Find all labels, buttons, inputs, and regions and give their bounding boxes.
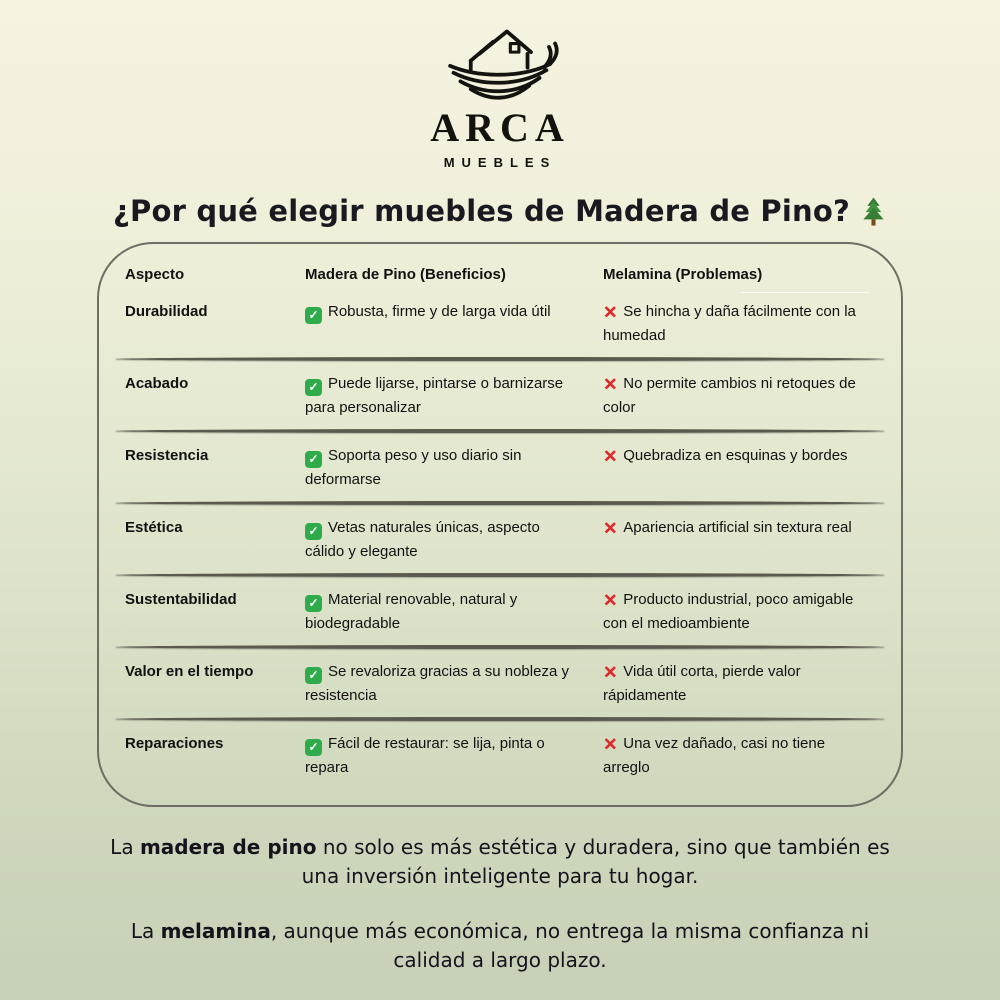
pro-cell <box>305 516 603 563</box>
cross-icon: ✕ <box>603 519 618 538</box>
con-text: Se hincha y daña fácilmente con la humedad <box>603 303 856 344</box>
pro-text: Se revaloriza gracias a su nobleza y resistencia <box>305 663 569 704</box>
aspect-label: Acabado <box>125 375 189 392</box>
pro-cell <box>305 372 603 419</box>
con-text: Apariencia artificial sin textura real <box>623 519 852 536</box>
aspect-label: Resistencia <box>125 447 209 464</box>
p2-rest: , aunque más económica, no entrega la misma confianza ni calidad a largo plazo. <box>270 919 870 972</box>
page-title-text: ¿Por qué elegir muebles de Madera de Pino? <box>112 194 851 228</box>
table-row-sustentabilidad <box>125 577 875 645</box>
pro-text: Fácil de restaurar: se lija, pinta o repara <box>305 735 545 776</box>
con-text: Producto industrial, poco amigable con el medioambiente <box>603 591 854 632</box>
comparison-table <box>97 242 903 807</box>
p1-rest: no solo es más estética y duradera, sino que también es una inversión inteligente para tu hogar. <box>301 835 890 888</box>
cross-icon: ✕ <box>603 735 618 754</box>
cross-icon: ✕ <box>603 591 618 610</box>
cross-icon: ✕ <box>603 447 618 466</box>
cross-icon: ✕ <box>603 303 618 322</box>
aspect-label: Durabilidad <box>125 303 208 320</box>
con-cell <box>603 660 875 707</box>
table-row-acabado <box>125 361 875 429</box>
cross-icon: ✕ <box>603 663 618 682</box>
brand-subtitle: MUEBLES <box>443 155 557 170</box>
pro-cell <box>305 660 603 707</box>
pro-text: Soporta peso y uso diario sin deformarse <box>305 447 522 488</box>
header-underline <box>741 292 869 293</box>
pro-text: Puede lijarse, pintarse o barnizarse para personalizar <box>305 375 564 416</box>
pro-text: Material renovable, natural y biodegradable <box>305 591 518 632</box>
table-row-valor <box>125 649 875 717</box>
check-icon: ✓ <box>305 667 322 684</box>
p2-prefix: La <box>130 919 161 943</box>
pro-cell <box>305 300 603 347</box>
column-header-melamina: Melamina (Problemas) <box>603 266 763 283</box>
column-header-aspecto: Aspecto <box>125 266 185 283</box>
conclusion-pine <box>95 833 905 891</box>
con-cell <box>603 444 875 491</box>
brand-header <box>0 0 1000 170</box>
check-icon: ✓ <box>305 739 322 756</box>
con-cell <box>603 516 875 563</box>
con-text: Vida útil corta, pierde valor rápidamente <box>603 663 801 704</box>
con-text: Quebradiza en esquinas y bordes <box>623 447 848 464</box>
pro-text: Vetas naturales únicas, aspecto cálido y elegante <box>305 519 540 560</box>
aspect-label: Reparaciones <box>125 735 224 752</box>
brand-name: ARCA <box>430 105 570 150</box>
pine-tree-icon <box>860 196 887 227</box>
aspect-label: Valor en el tiempo <box>125 663 254 680</box>
p1-prefix: La <box>110 835 140 859</box>
pro-cell <box>305 444 603 491</box>
aspect-label: Sustentabilidad <box>125 591 237 608</box>
conclusion-notes <box>0 833 1000 975</box>
con-cell <box>603 588 875 635</box>
page-title <box>0 194 1000 228</box>
check-icon: ✓ <box>305 307 322 324</box>
con-text: Una vez dañado, casi no tiene arreglo <box>603 735 826 776</box>
con-cell <box>603 300 875 347</box>
check-icon: ✓ <box>305 523 322 540</box>
table-row-estetica <box>125 505 875 573</box>
pro-cell <box>305 732 603 779</box>
check-icon: ✓ <box>305 595 322 612</box>
conclusion-melamine <box>95 917 905 975</box>
con-cell <box>603 732 875 779</box>
table-header-row <box>125 264 875 289</box>
aspect-label: Estética <box>125 519 183 536</box>
table-row-reparaciones <box>125 721 875 789</box>
p2-bold: melamina <box>160 919 271 943</box>
check-icon: ✓ <box>305 451 322 468</box>
table-row-resistencia <box>125 433 875 501</box>
con-text: No permite cambios ni retoques de color <box>603 375 856 416</box>
pro-text: Robusta, firme y de larga vida útil <box>328 303 551 320</box>
con-cell <box>603 372 875 419</box>
cross-icon: ✕ <box>603 375 618 394</box>
pro-cell <box>305 588 603 635</box>
p1-bold: madera de pino <box>139 835 317 859</box>
ark-house-logo-icon <box>425 16 575 102</box>
table-row-durabilidad <box>125 289 875 357</box>
check-icon: ✓ <box>305 379 322 396</box>
column-header-pino: Madera de Pino (Beneficios) <box>305 266 506 283</box>
